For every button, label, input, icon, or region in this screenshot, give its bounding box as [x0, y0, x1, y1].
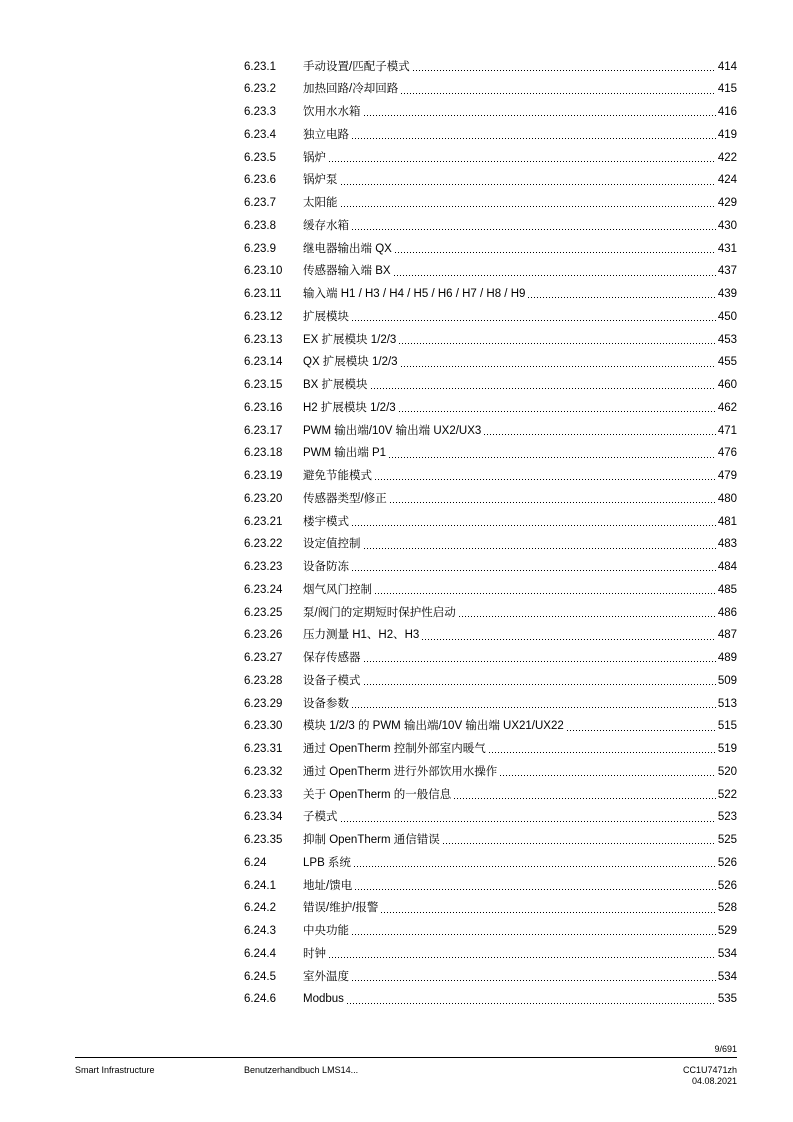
toc-entry-page: 455 [717, 356, 737, 369]
toc-entry-title: 避免节能模式 [303, 470, 372, 483]
toc-entry-page: 519 [717, 743, 737, 756]
toc-entry-number: 6.24.3 [244, 925, 276, 938]
toc-entry[interactable] [244, 761, 737, 784]
toc-entry-number: 6.23.18 [244, 447, 283, 460]
toc-entry-page: 534 [717, 970, 737, 983]
toc-entry-title: 独立电路 [303, 128, 349, 141]
toc-entry-title: 设备参数 [303, 697, 349, 710]
toc-entry-page: 460 [717, 379, 737, 392]
toc-entry[interactable] [244, 352, 737, 375]
toc-entry[interactable] [244, 420, 737, 443]
toc-entry[interactable] [244, 989, 737, 1012]
toc-entry[interactable] [244, 670, 737, 693]
toc-dot-leader [340, 184, 716, 185]
toc-entry[interactable] [244, 830, 737, 853]
toc-entry[interactable] [244, 397, 737, 420]
toc-entry-number: 6.23.16 [244, 401, 283, 414]
toc-entry-page: 535 [717, 993, 737, 1006]
toc-entry-title: 室外温度 [303, 970, 349, 983]
toc-entry[interactable] [244, 147, 737, 170]
toc-entry-number: 6.24.6 [244, 993, 276, 1006]
toc-entry[interactable] [244, 807, 737, 830]
toc-entry[interactable] [244, 124, 737, 147]
toc-entry-number: 6.23.12 [244, 310, 283, 323]
toc-entry-number: 6.23.17 [244, 424, 283, 437]
toc-entry-title: 抑制 OpenTherm 通信错误 [303, 834, 440, 847]
toc-entry[interactable] [244, 943, 737, 966]
toc-dot-leader [353, 866, 716, 867]
toc-entry[interactable] [244, 716, 737, 739]
toc-dot-leader [393, 275, 716, 276]
toc-entry-title: 太阳能 [303, 197, 338, 210]
toc-entry-number: 6.24.2 [244, 902, 276, 915]
toc-entry[interactable] [244, 511, 737, 534]
toc-entry[interactable] [244, 557, 737, 580]
toc-entry-number: 6.23.29 [244, 697, 283, 710]
toc-entry-page: 487 [717, 629, 737, 642]
toc-entry-title: 饮用水水箱 [303, 106, 361, 119]
toc-entry[interactable] [244, 875, 737, 898]
toc-entry-page: 509 [717, 674, 737, 687]
toc-entry-number: 6.23.1 [244, 60, 276, 73]
toc-entry[interactable] [244, 375, 737, 398]
toc-entry-page: 431 [717, 242, 737, 255]
toc-entry-title: QX 扩展模块 1/2/3 [303, 356, 398, 369]
toc-dot-leader [412, 70, 716, 71]
toc-entry-title: 扩展模块 [303, 310, 349, 323]
footer-date: 04.08.2021 [691, 1076, 737, 1086]
toc-entry-page: 528 [717, 902, 737, 915]
toc-dot-leader [351, 707, 716, 708]
toc-entry-page: 415 [717, 83, 737, 96]
toc-entry-title: 通过 OpenTherm 控制外部室内暖气 [303, 743, 486, 756]
toc-entry-page: 439 [717, 288, 737, 301]
footer-document-id: CC1U7471zh [682, 1065, 737, 1075]
toc-entry-title: 楼宇模式 [303, 515, 349, 528]
toc-entry-title: 压力测量 H1、H2、H3 [303, 629, 420, 642]
toc-dot-leader [398, 343, 716, 344]
toc-entry-number: 6.23.13 [244, 333, 283, 346]
toc-entry-number: 6.23.20 [244, 492, 283, 505]
toc-dot-leader [363, 661, 716, 662]
toc-entry[interactable] [244, 56, 737, 79]
toc-entry-number: 6.23.21 [244, 515, 283, 528]
toc-dot-leader [400, 93, 716, 94]
toc-entry-number: 6.23.14 [244, 356, 283, 369]
toc-entry-title: PWM 输出端/10V 输出端 UX2/UX3 [303, 424, 482, 437]
toc-entry-number: 6.23.35 [244, 834, 283, 847]
footer-company: Smart Infrastructure [75, 1065, 155, 1075]
toc-entry-page: 416 [717, 106, 737, 119]
toc-entry-number: 6.23.27 [244, 652, 283, 665]
toc-dot-leader [388, 457, 716, 458]
toc-dot-leader [566, 730, 716, 731]
toc-entry[interactable] [244, 329, 737, 352]
toc-entry[interactable] [244, 966, 737, 989]
toc-entry-page: 419 [717, 128, 737, 141]
toc-entry[interactable] [244, 852, 737, 875]
toc-entry[interactable] [244, 284, 737, 307]
toc-entry[interactable] [244, 784, 737, 807]
toc-entry-title: 缓存水箱 [303, 219, 349, 232]
toc-entry-page: 529 [717, 925, 737, 938]
toc-entry-page: 483 [717, 538, 737, 551]
toc-entry[interactable] [244, 466, 737, 489]
toc-dot-leader [340, 821, 716, 822]
toc-dot-leader [398, 411, 716, 412]
toc-entry-number: 6.23.9 [244, 242, 276, 255]
toc-entry-page: 450 [717, 310, 737, 323]
toc-entry[interactable] [244, 170, 737, 193]
toc-entry-number: 6.23.19 [244, 470, 283, 483]
toc-entry[interactable] [244, 193, 737, 216]
toc-dot-leader [400, 366, 716, 367]
toc-entry[interactable] [244, 488, 737, 511]
toc-entry-page: 522 [717, 788, 737, 801]
toc-entry-page: 471 [717, 424, 737, 437]
toc-entry-number: 6.23.22 [244, 538, 283, 551]
toc-entry-page: 430 [717, 219, 737, 232]
toc-entry-title: PWM 输出端 P1 [303, 447, 387, 460]
toc-entry-page: 476 [717, 447, 737, 460]
toc-dot-leader [483, 434, 716, 435]
toc-entry-number: 6.23.28 [244, 674, 283, 687]
toc-entry[interactable] [244, 898, 737, 921]
toc-entry-title: 时钟 [303, 947, 326, 960]
toc-entry-page: 429 [717, 197, 737, 210]
toc-entry[interactable] [244, 648, 737, 671]
toc-dot-leader [370, 388, 716, 389]
toc-entry-title: BX 扩展模块 [303, 379, 368, 392]
toc-dot-leader [527, 297, 715, 298]
toc-dot-leader [351, 229, 716, 230]
toc-dot-leader [394, 252, 716, 253]
toc-entry-page: 526 [717, 856, 737, 869]
toc-entry-number: 6.23.23 [244, 561, 283, 574]
toc-dot-leader [453, 798, 716, 799]
toc-dot-leader [363, 548, 716, 549]
toc-entry-title: 错误/维护/报警 [303, 902, 379, 915]
toc-entry-title: 继电器输出端 QX [303, 242, 392, 255]
toc-entry-title: 加热回路/冷却回路 [303, 83, 399, 96]
toc-entry-page: 424 [717, 174, 737, 187]
toc-dot-leader [442, 843, 716, 844]
toc-entry-title: EX 扩展模块 1/2/3 [303, 333, 397, 346]
toc-entry-number: 6.23.7 [244, 197, 276, 210]
toc-entry-title: 泵/阀门的定期短时保护性启动 [303, 606, 456, 619]
toc-entry-title: 保存传感器 [303, 652, 361, 665]
toc-entry-number: 6.23.2 [244, 83, 276, 96]
toc-entry[interactable] [244, 261, 737, 284]
toc-entry[interactable] [244, 602, 737, 625]
toc-entry-page: 489 [717, 652, 737, 665]
toc-entry-title: 烟气风门控制 [303, 583, 372, 596]
toc-entry-number: 6.23.6 [244, 174, 276, 187]
toc-entry-page: 479 [717, 470, 737, 483]
toc-entry-page: 515 [717, 720, 737, 733]
toc-entry-page: 437 [717, 265, 737, 278]
toc-dot-leader [351, 980, 716, 981]
toc-entry-number: 6.23.3 [244, 106, 276, 119]
toc-entry[interactable] [244, 79, 737, 102]
toc-entry-title: 传感器类型/修正 [303, 492, 387, 505]
toc-dot-leader [421, 639, 716, 640]
toc-entry-number: 6.23.11 [244, 288, 282, 301]
toc-entry-title: 设备子模式 [303, 674, 361, 687]
toc-dot-leader [488, 752, 716, 753]
toc-dot-leader [328, 957, 716, 958]
toc-entry-page: 513 [717, 697, 737, 710]
toc-entry[interactable] [244, 579, 737, 602]
toc-entry-page: 486 [717, 606, 737, 619]
toc-dot-leader [328, 161, 716, 162]
toc-entry[interactable] [244, 102, 737, 125]
toc-dot-leader [351, 525, 716, 526]
toc-entry-title: 模块 1/2/3 的 PWM 输出端/10V 输出端 UX21/UX22 [303, 720, 564, 733]
toc-entry-number: 6.23.25 [244, 606, 283, 619]
toc-entry-number: 6.23.26 [244, 629, 283, 642]
toc-entry-page: 453 [717, 333, 737, 346]
toc-entry[interactable] [244, 306, 737, 329]
toc-entry-page: 520 [717, 765, 737, 778]
toc-entry-number: 6.23.31 [244, 743, 283, 756]
toc-entry-page: 526 [717, 879, 737, 892]
toc-dot-leader [351, 570, 716, 571]
toc-entry-number: 6.23.33 [244, 788, 283, 801]
footer-divider [75, 1057, 737, 1058]
toc-dot-leader [363, 115, 716, 116]
toc-entry-title: Modbus [303, 993, 344, 1006]
toc-entry[interactable] [244, 238, 737, 261]
toc-entry-number: 6.23.4 [244, 128, 276, 141]
toc-entry-page: 462 [717, 401, 737, 414]
toc-entry-page: 481 [717, 515, 737, 528]
toc-entry-title: 锅炉泵 [303, 174, 338, 187]
toc-dot-leader [351, 934, 716, 935]
toc-entry-number: 6.23.32 [244, 765, 283, 778]
toc-entry[interactable] [244, 625, 737, 648]
footer-document-title: Benutzerhandbuch LMS14... [244, 1065, 359, 1075]
toc-dot-leader [363, 684, 716, 685]
toc-entry-number: 6.23.24 [244, 583, 283, 596]
toc-dot-leader [458, 616, 716, 617]
toc-entry-number: 6.23.34 [244, 811, 283, 824]
toc-entry-page: 525 [717, 834, 737, 847]
toc-entry[interactable] [244, 443, 737, 466]
toc-entry-title: 通过 OpenTherm 进行外部饮用水操作 [303, 765, 498, 778]
toc-entry-title: 传感器输入端 BX [303, 265, 391, 278]
toc-dot-leader [346, 1003, 716, 1004]
toc-entry-title: 输入端 H1 / H3 / H4 / H5 / H6 / H7 / H8 / H9 [303, 288, 526, 301]
toc-entry-title: 中央功能 [303, 925, 349, 938]
toc-dot-leader [389, 502, 716, 503]
toc-dot-leader [340, 206, 716, 207]
toc-entry[interactable] [244, 693, 737, 716]
toc-entry-page: 484 [717, 561, 737, 574]
toc-entry-title: 锅炉 [303, 151, 326, 164]
toc-entry[interactable] [244, 534, 737, 557]
toc-dot-leader [374, 593, 716, 594]
toc-dot-leader [351, 138, 716, 139]
toc-entry-title: 子模式 [303, 811, 338, 824]
toc-entry[interactable] [244, 215, 737, 238]
toc-dot-leader [351, 320, 716, 321]
toc-entry-page: 480 [717, 492, 737, 505]
page-number: 9/691 [714, 1044, 737, 1054]
table-of-contents [244, 56, 737, 1012]
toc-entry-page: 422 [717, 151, 737, 164]
toc-entry-number: 6.23.5 [244, 151, 276, 164]
footer-document-info [683, 1065, 737, 1087]
toc-entry-number: 6.24.5 [244, 970, 276, 983]
toc-dot-leader [374, 479, 716, 480]
toc-entry-page: 523 [717, 811, 737, 824]
toc-entry-number: 6.24.4 [244, 947, 276, 960]
toc-entry-number: 6.24 [244, 856, 267, 869]
toc-entry-number: 6.24.1 [244, 879, 276, 892]
toc-entry-page: 485 [717, 583, 737, 596]
toc-entry-title: 设备防冻 [303, 561, 349, 574]
toc-entry-title: 手动设置/匹配子模式 [303, 60, 410, 73]
toc-dot-leader [499, 775, 716, 776]
toc-entry-title: H2 扩展模块 1/2/3 [303, 401, 396, 414]
toc-entry-title: 关于 OpenTherm 的一般信息 [303, 788, 452, 801]
toc-entry[interactable] [244, 921, 737, 944]
toc-entry-title: LPB 系统 [303, 856, 351, 869]
toc-entry-number: 6.23.30 [244, 720, 283, 733]
toc-entry-title: 设定值控制 [303, 538, 361, 551]
toc-entry-title: 地址/馈电 [303, 879, 353, 892]
toc-entry-page: 534 [717, 947, 737, 960]
toc-entry-page: 414 [717, 60, 737, 73]
toc-dot-leader [354, 889, 716, 890]
toc-entry-number: 6.23.15 [244, 379, 283, 392]
toc-dot-leader [380, 912, 715, 913]
toc-entry[interactable] [244, 739, 737, 762]
toc-entry-number: 6.23.8 [244, 219, 276, 232]
toc-entry-number: 6.23.10 [244, 265, 283, 278]
